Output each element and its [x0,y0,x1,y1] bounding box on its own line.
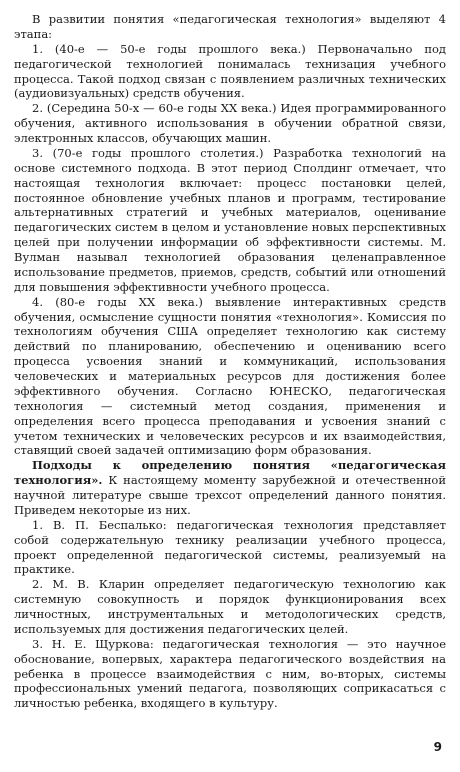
definition-3-paragraph: 3. Н. Е. Щуркова: педагогическая технология — это научное обоснование, вопервых, характера педагогического воздействия на ребенка в процессе взаимодействия с ним, во-вторых, системы профессиональных умений педагога, позволяющих соприкасаться с личностью ребенка, входящего в культуру. [14,636,446,711]
definition-2-paragraph: 2. М. В. Кларин определяет педагогическую технологию как системную совокупность и порядок функционирования всех личностных, инструментальных и методологических средств, используемых для достижения педагогических целей. [14,577,446,636]
approaches-paragraph [14,458,446,518]
intro-paragraph: В развитии понятия «педагогическая технология» выделяют 4 этапа: [14,12,446,41]
approaches-text: К настоящему моменту зарубежной и отечественной научной литературе свыше трехсот определений данного понятия. Приведем некоторые из них. [14,473,446,517]
stage-2-paragraph: 2. (Середина 50-х — 60-е годы XX века.) Идея программированного обучения, активного использования в обучении обратной связи, электронных классов, обучающих машин. [14,101,446,145]
definition-1-paragraph: 1. В. П. Беспалько: педагогическая технология представляет собой содержательную технику реализации учебного процесса, проект определенной педагогической системы, реализуемый на практике. [14,517,446,577]
stage-4-paragraph: 4. (80-е годы XX века.) выявление интерактивных средств обучения, осмысление сущности понятия «технология». Комиссия по технологиям обучения США определяет технологию как систему действий по планированию, обеспечению и оцениванию всего процесса усвоения знаний и коммуникаций, использования человеческих и материальных ресурсов для достижения более эффективного обучения. Согласно ЮНЕСКО, педагогическая технология — системный метод создания, применения и определения всего процесса преподавания и усвоения знаний с учетом технических и человеческих ресурсов и их взаимодействия, ставящий своей задачей оптимизацию форм образования. [14,294,446,458]
body-text [14,12,446,711]
approaches-heading: Подходы к определению понятия «педагогическая технология». [14,458,446,488]
stage-3-paragraph: 3. (70-е годы прошлого столетия.) Разработка технологий на основе системного подхода. В этот период Сполдинг отмечает, что настоящая технология включает: процесс постановки целей, постоянное обновление учебных планов и программ, тестирование альтернативных стратегий и учебных материалов, оценивание педагогических систем в целом и установление новых перспективных целей при получении информации об эффективности системы. М. Вулман называл технологией образования целенаправленное использование предметов, приемов, средств, событий или отношений для повышения эффективности учебного процесса. [14,145,446,294]
stage-1-paragraph: 1. (40-е — 50-е годы прошлого века.) Первоначально под педагогической технологией понималась технизация учебного процесса. Такой подход связан с появлением различных технических (аудиовизуальных) средств обучения. [14,41,446,101]
page-number: 9 [433,740,442,754]
